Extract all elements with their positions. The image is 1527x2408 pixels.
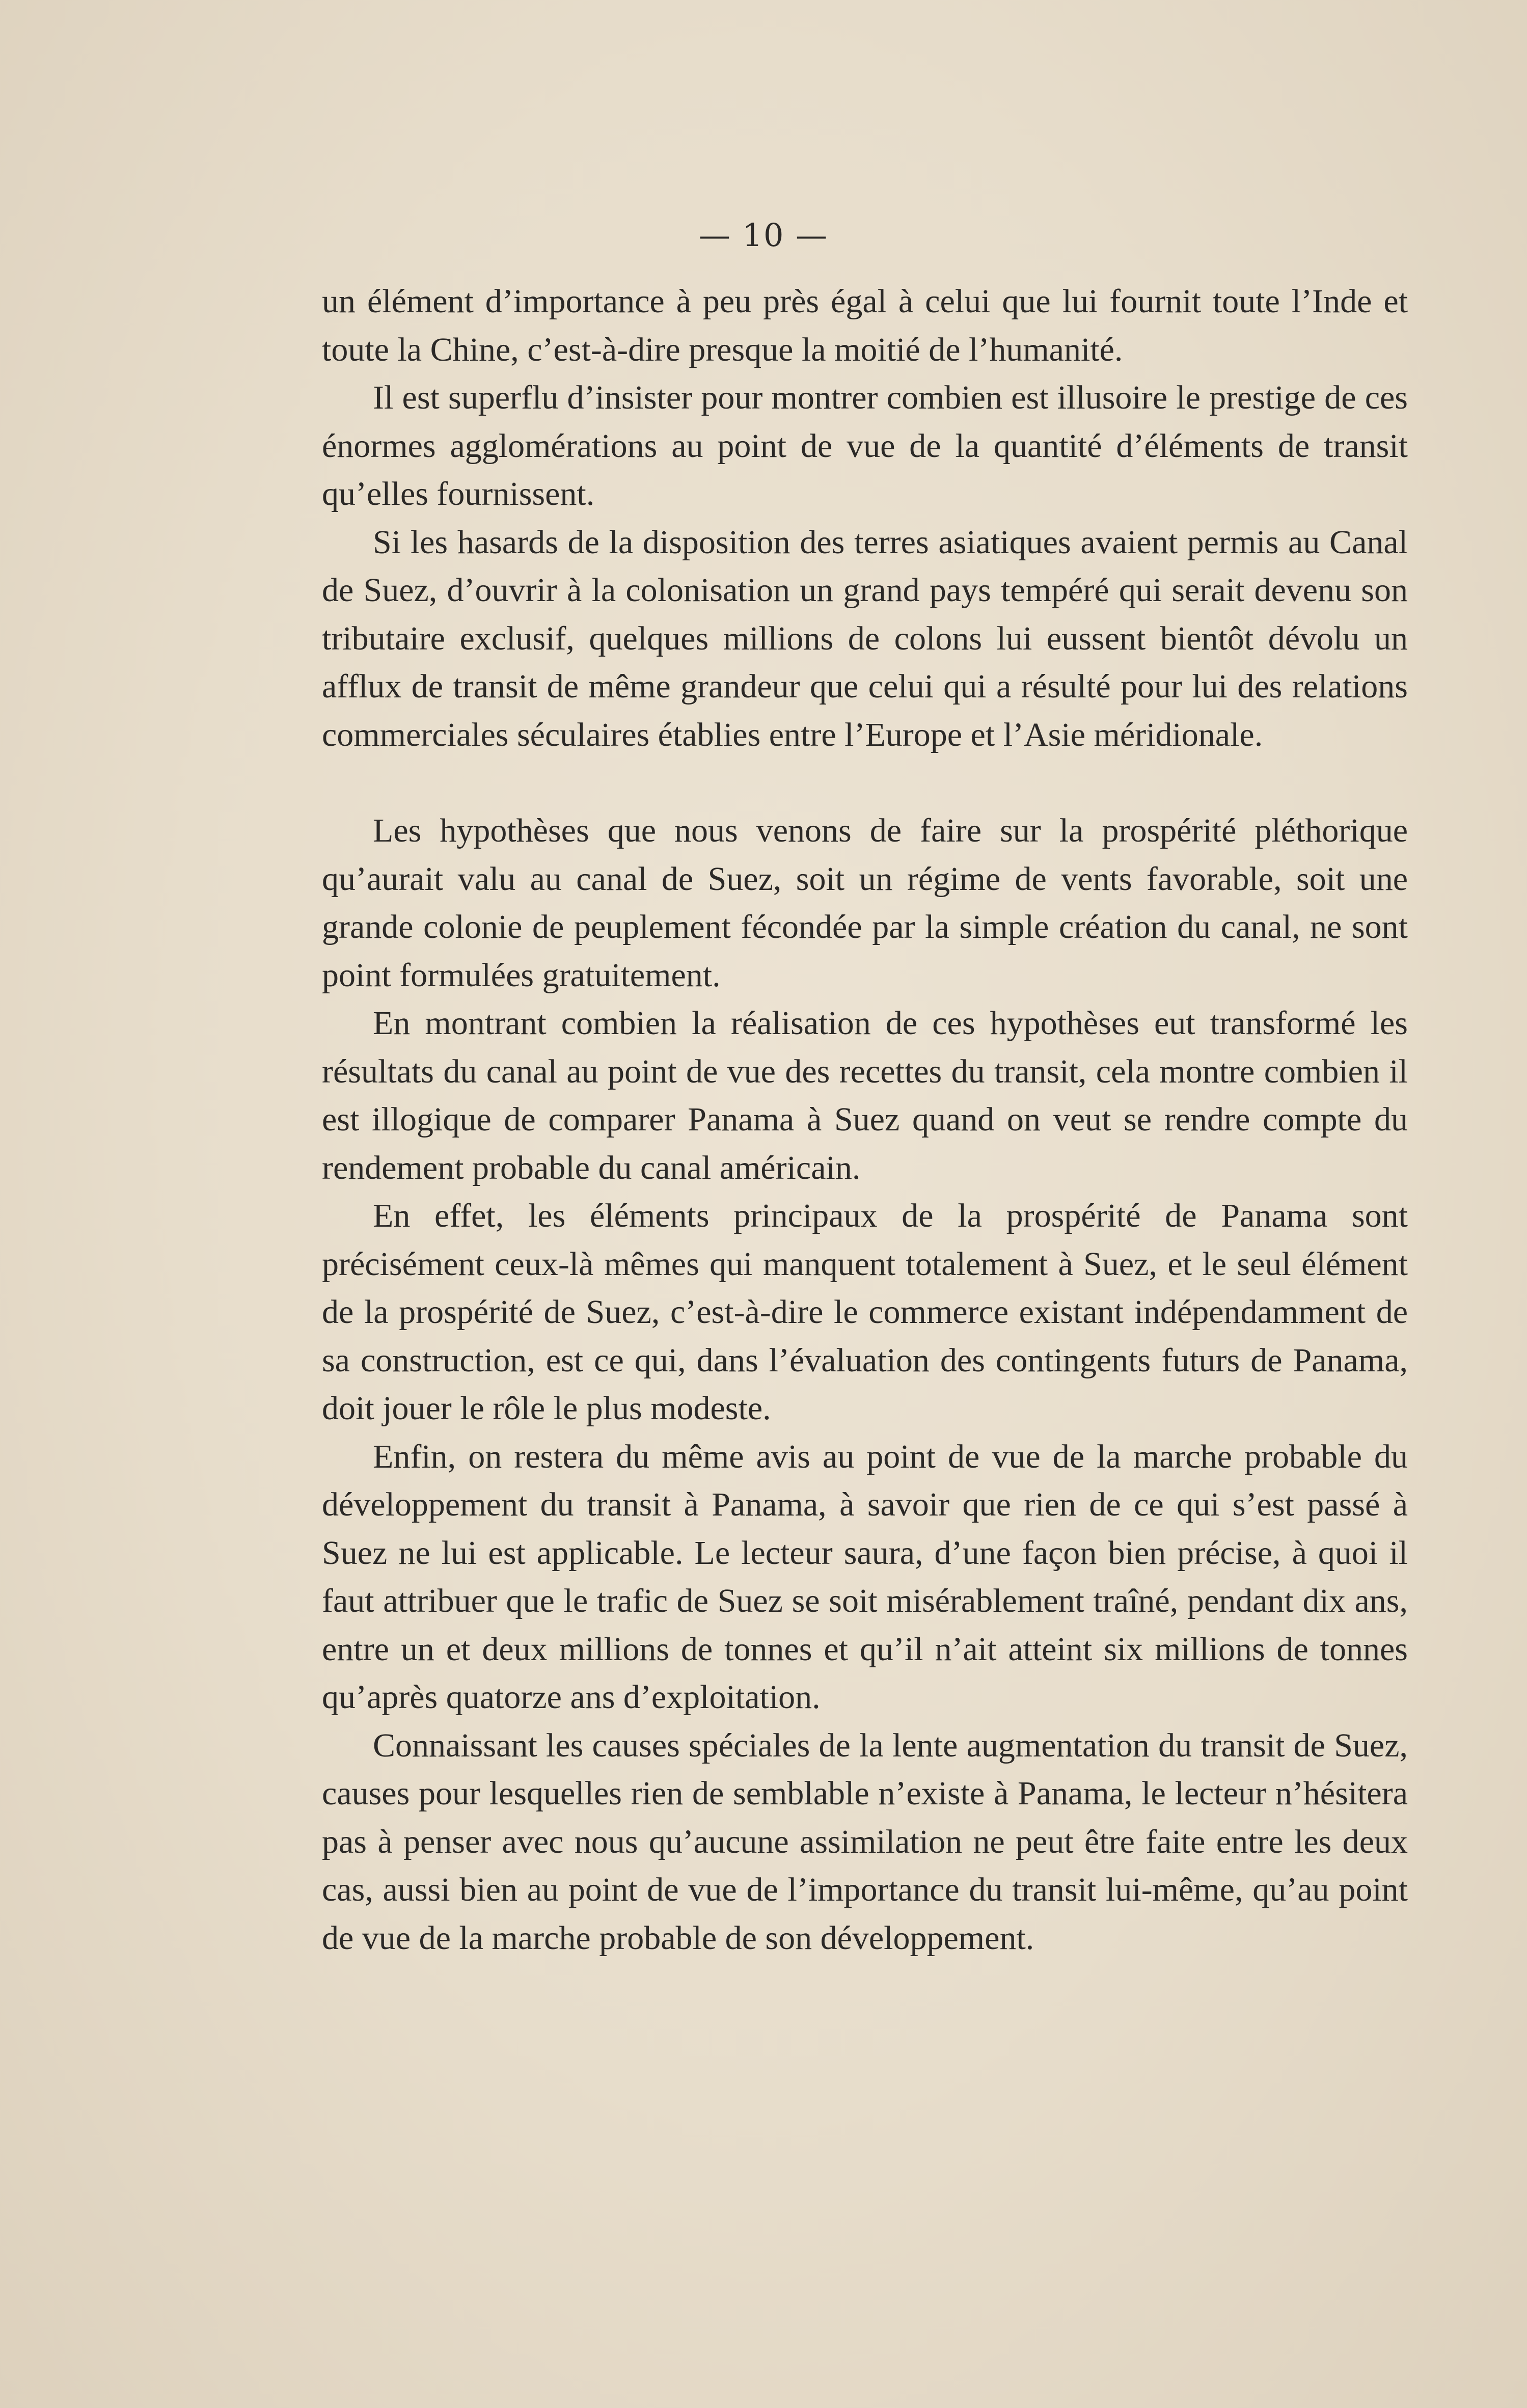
- page-number: — 10 —: [698, 217, 829, 254]
- page-body: [322, 278, 1408, 1962]
- paragraph-4: Les hypothèses que nous venons de faire sur la prospérité pléthorique qu’aurait valu au canal de Suez, soit un régime de vents favorable, soit une grande colonie de peuplement fécondée par la simple création du canal, ne sont point formulées gratuitement.: [322, 812, 1408, 994]
- paragraph-3: Si les hasards de la disposition des terres asiatiques avaient permis au Canal de Suez, d’ouvrir à la colonisation un grand pays tempéré qui serait devenu son tributaire exclusif, quelques millions de colons lui eussent bientôt dévolu un afflux de transit de même grandeur que celui qui a résulté pour lui des relations commerciales séculaires établies entre l’Europe et l’Asie méridionale.: [322, 523, 1408, 753]
- paragraph-8: Connaissant les causes spéciales de la lente augmentation du transit de Suez, causes pour lesquelles rien de semblable n’existe à Panama, le lecteur n’hésitera pas à penser avec nous qu’aucune assimilation ne peut être faite entre les deux cas, aussi bien au point de vue de l’importance du transit lui-même, qu’au point de vue de la marche probable de son développement.: [322, 1726, 1408, 1957]
- paragraph-1: un élément d’importance à peu près égal à celui que lui fournit toute l’Inde et toute la Chine, c’est-à-dire presque la moitié de l’humanité.: [322, 283, 1408, 368]
- paragraph-6: En effet, les éléments principaux de la prospérité de Panama sont précisément ceux-là mêmes qui manquent totalement à Suez, et le seul élément de la prospérité de Suez, c’est-à-dire le commerce existant indépendamment de sa construction, est ce qui, dans l’évaluation des contingents futurs de Panama, doit jouer le rôle le plus modeste.: [322, 1197, 1408, 1427]
- paragraph-2: Il est superflu d’insister pour montrer combien est illusoire le prestige de ces énormes agglomérations au point de vue de la quantité d’éléments de transit qu’elles fournissent.: [322, 379, 1408, 512]
- paragraph-5: En montrant combien la réalisation de ces hypothèses eut transformé les résultats du canal au point de vue des recettes du transit, cela montre combien il est illogique de comparer Panama à Suez quand on veut se rendre compte du rendement probable du canal américain.: [322, 1005, 1408, 1186]
- paragraph-7: Enfin, on restera du même avis au point de vue de la marche probable du développement du transit à Panama, à savoir que rien de ce qui s’est passé à Suez ne lui est applicable. Le lecteur saura, d’une façon bien précise, à quoi il faut attribuer que le trafic de Suez se soit misérablement traîné, pendant dix ans, entre un et deux millions de tonnes et qu’il n’ait atteint six millions de tonnes qu’après quatorze ans d’exploitation.: [322, 1438, 1408, 1716]
